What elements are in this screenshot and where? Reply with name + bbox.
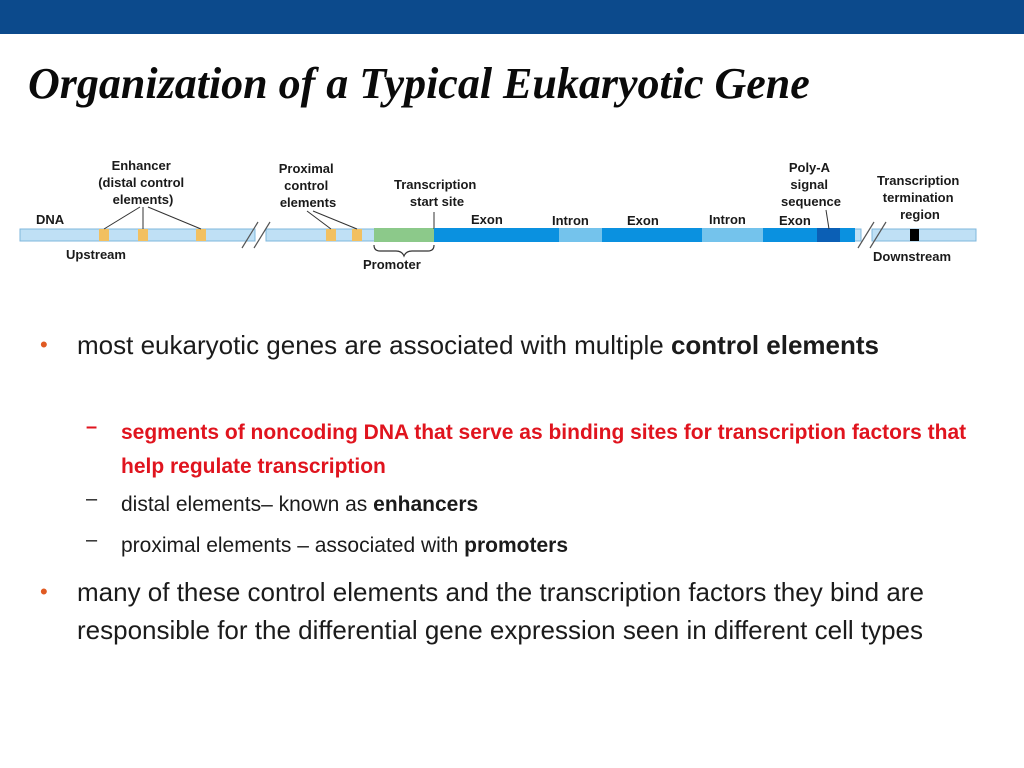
exon-segment	[434, 228, 559, 242]
sub-bullet-text: distal elements– known as enhancers	[121, 493, 479, 516]
dna-label: DNA	[36, 212, 65, 227]
exon-segment	[602, 228, 702, 242]
upstream-label: Upstream	[66, 247, 126, 262]
exon-label: Exon	[627, 213, 659, 228]
intron-label: Intron	[552, 213, 589, 228]
exon-label: Exon	[779, 213, 811, 228]
polya-label: Poly-A signal sequence	[781, 160, 841, 209]
slide-title: Organization of a Typical Eukaryotic Gene	[28, 59, 810, 108]
downstream-label: Downstream	[873, 249, 952, 264]
bullet-text: most eukaryotic genes are associated with multiple control elements	[77, 330, 880, 360]
bullet-marker: •	[40, 332, 48, 357]
dash-marker: –	[86, 416, 98, 438]
bullet-marker: •	[40, 579, 48, 604]
promoter-bracket	[374, 245, 434, 256]
tss-label: Transcription start site	[394, 177, 477, 209]
gene-diagram	[0, 150, 1024, 280]
proximal-label: Proximal control elements	[278, 161, 337, 210]
exon-segment	[840, 228, 855, 242]
promoter-label: Promoter	[363, 257, 421, 272]
sub-bullet-text: proximal elements – associated with promoters	[121, 534, 569, 557]
exon-segment	[763, 228, 817, 242]
intron-label: Intron	[709, 212, 746, 227]
enhancer-element	[138, 229, 148, 241]
termination-marker	[910, 229, 919, 241]
termination-label: Transcription termination region	[877, 173, 960, 222]
intron-segment	[702, 228, 763, 242]
polya-pointer	[826, 210, 829, 229]
enhancer-element	[196, 229, 206, 241]
enhancer-label: Enhancer (distal control elements)	[98, 158, 185, 207]
polya-signal-segment	[817, 228, 840, 242]
promoter-region	[374, 228, 434, 242]
enhancer-pointers	[104, 207, 201, 229]
proximal-element	[352, 229, 362, 241]
dash-marker: –	[86, 488, 98, 510]
intron-segment	[559, 228, 602, 242]
bullet-text: many of these control elements and the transcription factors they bind are responsible for the differential gene expression seen in different cell types	[77, 577, 924, 645]
proximal-pointers	[307, 211, 357, 229]
sub-bullet-text: segments of noncoding DNA that serve as binding sites for transcription factors that help regulate transcription	[121, 421, 967, 478]
proximal-element	[326, 229, 336, 241]
enhancer-element	[99, 229, 109, 241]
header-bar	[0, 0, 1024, 34]
exon-label: Exon	[471, 212, 503, 227]
dash-marker: –	[86, 529, 98, 551]
